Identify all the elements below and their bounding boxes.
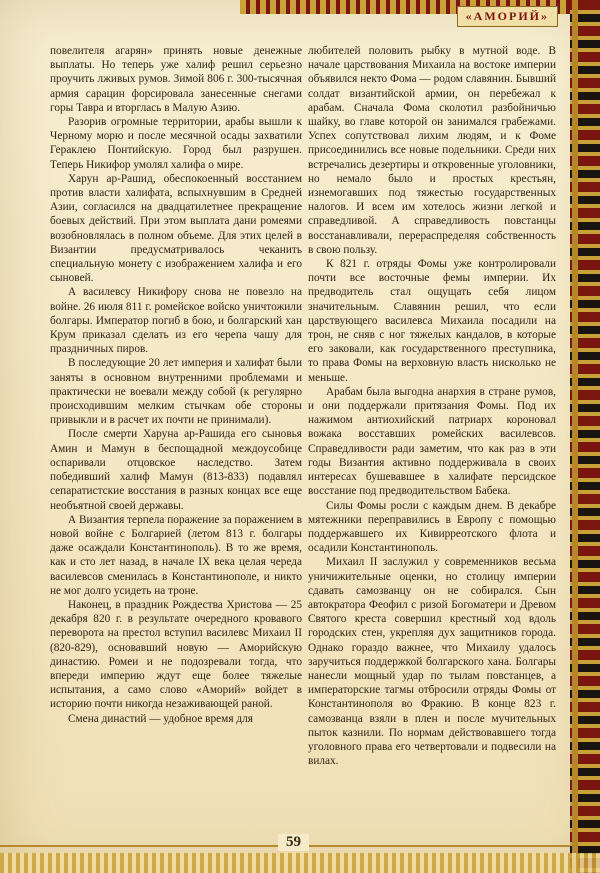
paragraph: Разорив огромные территории, арабы вышли к Черному морю и после месячной осады захватили Гераклею Понтийскую. Город был разрушен. Теперь Никифор умолял халифа о мире.: [50, 116, 302, 171]
section-tag: «АМОРИЙ»: [457, 6, 558, 27]
paragraph: А василевсу Никифору снова не повезло на войне. 26 июля 811 г. ромейское войско уничтожили болгары. Император погиб в бою, и болгарский хан Крум приказал сделать из его черепа чашу для праздничных пиров.: [50, 286, 302, 356]
paragraph: Арабам была выгодна анархия в стране румов, и они поддержали притязания Фомы. Под их нажимом антиохийский патриарх короновал вожака восставших ромейских василевсов. Справедливости ради заметим, что как раз в эти годы Византия активно поддерживала в своих интересах бушевавшее в халифате персидское восстание под предводительством Бабека.: [308, 385, 556, 498]
right-ornament-stripe: [572, 0, 578, 873]
paragraph: Наконец, в праздник Рождества Христова — 25 декабря 820 г. в результате очередного кровавого переворота на престол вступил василевс Михаил II (820-829), основавший новую — Аморийскую династию. Ромеи и не подозревали тогда, что впереди империю ждут еще более тяжелые испытания, а само слово «Аморий» войдет в историю почти никогда незаживающей раной.: [50, 598, 302, 711]
right-text-column: [308, 44, 556, 768]
paragraph: В последующие 20 лет империя и халифат были заняты в основном внутренними проблемами и практически не воевали между собой (к регулярно происходившим мелким стычкам обе стороны привыкли и в расчет их почти не принимали).: [50, 357, 302, 427]
paragraph: любителей половить рыбку в мутной воде. В начале царствования Михаила на востоке империи объявился некто Фома — родом славянин. Бывший солдат византийской армии, он перебежал к арабам. Сначала Фома сколотил разбойничью шайку, во главе которой он занимался грабежами. Успех сопутствовал лихим людям, и к Фоме присоединились все новые подельники. Среди них встречались дезертиры и откровенные уголовники, но немало было и простых крестьян, изнемогавших под тяжестью государственных налогов. И всем им хотелось жизни легкой и справедливой. А справедливость повстанцы восстанавливали, перераспределяя собственность в свою пользу.: [308, 45, 556, 256]
paragraph: А Византия терпела поражение за поражением в новой войне с Болгарией (летом 813 г. болгары даже осаждали Константинополь). В то же время, как и сто лет назад, в начале IX века целая череда василевсов сменилась в Константинополе, и никто не мог долго усидеть на троне.: [50, 513, 302, 597]
paragraph: Силы Фомы росли с каждым днем. В декабре мятежники переправились в Европу с помощью поддержавшего их Кивирреотского флота и осадили Константинополь.: [308, 499, 556, 555]
paragraph: повелителя агарян» принять новые денежные выплаты. Но теперь уже халиф решил серьезно проучить лживых румов. Зимой 806 г. 300-тысячная армия сарацин форсировала занесенные снегами горы Тавра и вторглась в Малую Азию.: [50, 45, 302, 114]
paragraph: Смена династий — удобное время для: [68, 712, 253, 725]
paragraph: Михаил II заслужил у современников весьма уничижительные оценки, но столицу империи сдавать самозванцу он не собирался. Сын автократора Феофил с ризой Богоматери и Древом Святого креста совершил крестный ход вдоль городских стен, укрепляя дух защитников города. Однако гораздо важнее, что Михаилу удалось заручиться поддержкой болгарского хана. Болгары нанесли мощный удар по тылам повстанцев, а императорские тагмы отбросили отряды Фомы от Константинополя во Фракию. В конце 823 г. самозванца взяли в плен и после мучительных пыток казнили. По нормам действовавшего тогда уголовного права его четвертовали и подвесили на вилах.: [308, 556, 556, 768]
paragraph: Харун ар-Рашид, обеспокоенный восстанием против власти халифата, вспыхнувшим в Средней Азии, согласился на двадцатилетнее прекращение боевых действий. При этом выплата дани ромеями возобновлялась в полном объеме. Для этих целей в Византии предусматривалось чеканить специальную монету с изображением халифа и его сыновей.: [50, 172, 302, 285]
paragraph: К 821 г. отряды Фомы уже контролировали почти все восточные фемы империи. Их предводитель стал ощущать себя лицом значительным. Славянин решил, что если царствующего василевса Михаила посадили на трон, не сняв с ног тяжелых кандалов, в которые его заковали, как государственного преступника, то права Фомы на верховную власть нисколько не меньше.: [308, 258, 556, 384]
bottom-ornament: [0, 853, 600, 873]
left-text-column: [50, 44, 302, 726]
page-number: 59: [278, 834, 309, 851]
paragraph: После смерти Харуна ар-Рашида его сыновья Амин и Мамун в беспощадной междоусобице оспаривали отцовское наследство. Затем победивший халиф Мамун (813-833) подавлял сепаратистские восстания в разных концах все еще необъятной своей державы.: [50, 428, 302, 512]
